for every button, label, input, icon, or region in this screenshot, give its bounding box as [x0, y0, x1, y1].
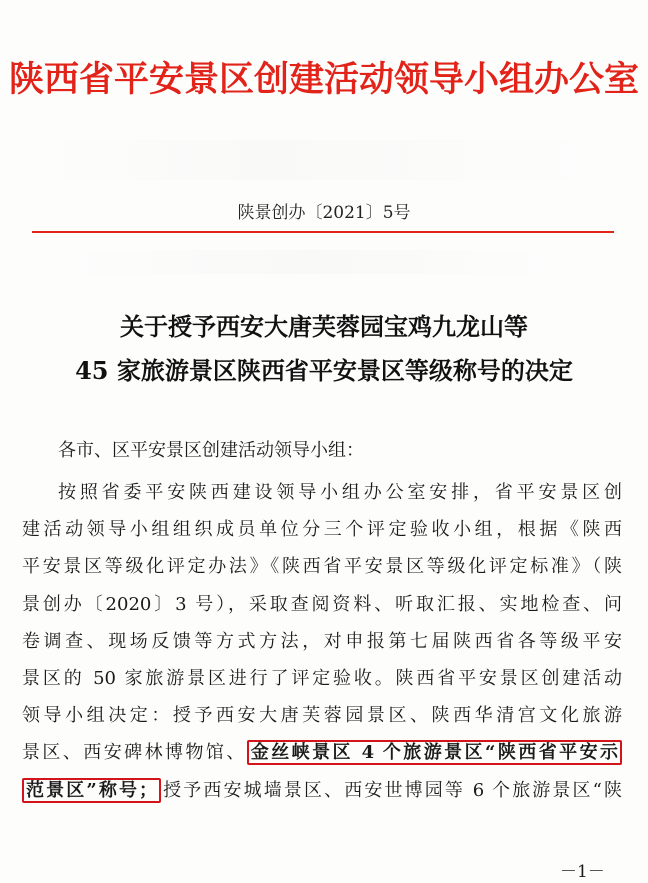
- body-line: 卷调查、现场反馈等方式方法，对申报第七届陕西省各等级平安: [22, 630, 622, 652]
- body-line: 景区的 50 家旅游景区进行了评定验收。陕西省平安景区创建活动: [22, 668, 622, 690]
- body-text-segment: 授予西安城墙景区、西安世博园等 6 个旅游景区“陕: [161, 779, 622, 801]
- body-line: 按照省委平安陕西建设领导小组办公室安排，省平安景区创: [58, 482, 622, 503]
- org-title: 陕西省平安景区创建活动领导小组办公室: [8, 59, 639, 100]
- page-number: －1－: [560, 862, 605, 882]
- body-line: 建活动领导小组组织成员单位分三个评定验收小组，根据《陕西: [22, 519, 622, 541]
- highlight-box: 金丝峡景区 4 个旅游景区“陕西省平安示: [247, 740, 622, 765]
- body-line: [22, 772, 622, 809]
- salutation: 各市、区平安景区创建活动领导小组：: [58, 440, 364, 461]
- decision-title-line1: 关于授予西安大唐芙蓉园宝鸡九龙山等: [120, 312, 528, 341]
- body-line: 领导小组决定：授予西安大唐芙蓉园景区、陕西华清宫文化旅游: [22, 705, 622, 727]
- body-line: 平安景区等级化评定办法》《陕西省平安景区等级化评定标准》（陕: [22, 556, 622, 578]
- highlight-box: 范景区”称号；: [22, 778, 161, 803]
- scan-artifact: [40, 140, 600, 180]
- body-line: 景创办〔2020〕3 号），采取查阅资料、听取汇报、实地检查、问: [22, 593, 622, 615]
- body-paragraph: [22, 474, 622, 809]
- body-line: [22, 734, 622, 771]
- doc-number: 陕景创办〔2021〕5号: [237, 203, 411, 223]
- body-text-segment: 景区、西安碑林博物馆、: [22, 742, 247, 764]
- decision-title: [0, 305, 648, 393]
- scan-artifact: [60, 250, 560, 274]
- red-divider: [32, 231, 614, 233]
- decision-title-line2: 45 家旅游景区陕西省平安景区等级称号的决定: [75, 356, 573, 385]
